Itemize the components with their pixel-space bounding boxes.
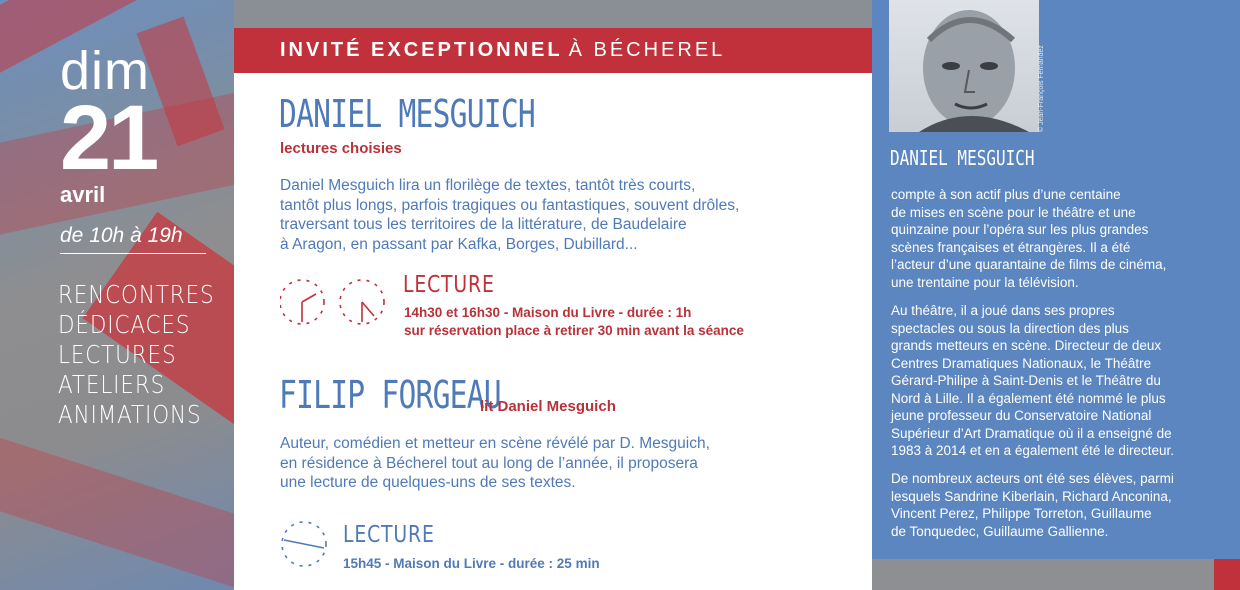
guest1-name: DANIEL MESGUICH [279, 92, 535, 136]
guest1-description [280, 176, 739, 254]
guest1-event-time: 14h30 et 16h30 - Maison du Livre - durée : 1h [404, 305, 692, 320]
month: avril [60, 182, 106, 207]
invite-banner [234, 28, 872, 73]
guest2-description [280, 434, 710, 493]
description-line: traversant tous les territoires de la littérature, de Baudelaire [280, 216, 687, 233]
bio-line: Supérieur d’Art Dramatique où il a enseigné de [891, 425, 1172, 441]
bio-line: de Tonquedec, Guillaume Gallienne. [891, 523, 1109, 539]
activity-item: RENCONTRES [58, 280, 215, 309]
corner-decor [1214, 559, 1240, 590]
bio-line: Au théâtre, il a joué dans ses propres [891, 303, 1115, 318]
bio-line: quinzaine pour l’opéra sur les plus grandes [891, 222, 1149, 237]
bio-line: Nord à Lille. Il a également été nommé le plus [891, 390, 1166, 406]
bio-line: l’acteur d’une quarantaine de films de cinéma, [891, 257, 1167, 272]
hours: de 10h à 19h [60, 224, 183, 247]
bio-line: lesquels Sandrine Kiberlain, Richard Anconina, [891, 488, 1172, 504]
bio-line: scènes françaises et étrangères. Il a été [891, 239, 1131, 255]
guest1-event-note: sur réservation place à retirer 30 min avant la séance [404, 323, 744, 338]
description-line: Auteur, comédien et metteur en scène révélé par D. Mesguich, [280, 435, 710, 452]
bio-name: DANIEL MESGUICH [890, 146, 1035, 170]
red-ray [0, 422, 234, 587]
portrait-icon [889, 0, 1039, 132]
portrait-photo [889, 0, 1039, 132]
bio-paragraph [891, 302, 1226, 460]
bio-panel [872, 0, 1240, 559]
guest1-event-title: LECTURE [403, 272, 495, 298]
activities-list [58, 280, 234, 430]
bio-paragraph [891, 186, 1226, 291]
guest2-name: FILIP FORGEAU [279, 373, 501, 417]
bio-line: Centres Dramatiques Nationaux, le Théâtre [891, 355, 1152, 371]
bio-line: De nombreux acteurs ont été ses élèves, parmi [891, 471, 1174, 486]
bio-line: Vincent Perez, Philippe Torreton, Guillaume [891, 506, 1152, 521]
description-line: tantôt plus longs, parfois tragiques ou fantastiques, souvent drôles, [280, 196, 740, 214]
photo-credit: © Jean-François Fernandez [1038, 45, 1045, 132]
guest2-event-time: 15h45 - Maison du Livre - durée : 25 min [343, 556, 600, 571]
bio-line: grands metteurs en scène. Directeur de deux [891, 338, 1162, 353]
description-line: à Aragon, en passant par Kafka, Borges, Dubillard... [280, 235, 638, 253]
banner-normal-text: À BÉCHEREL [568, 39, 726, 61]
divider [60, 253, 206, 254]
description-line: Daniel Mesguich lira un florilège de textes, tantôt très courts, [280, 177, 696, 194]
bio-line: compte à son actif plus d’une centaine [891, 187, 1121, 202]
main-panel [234, 28, 872, 590]
banner-bold-text: INVITÉ EXCEPTIONNEL [280, 39, 563, 61]
guest1-subtitle: lectures choisies [280, 140, 402, 157]
activity-item: ANIMATIONS [58, 400, 202, 429]
clock-icon [280, 278, 390, 328]
bio-line: spectacles ou sous la direction des plus [891, 320, 1129, 336]
day-name: dim [60, 41, 151, 101]
bio-line: de mises en scène pour le théâtre et une [891, 204, 1136, 220]
bio-line: jeune professeur du Conservatoire National [891, 408, 1152, 423]
bio-line: une trentaine pour la télévision. [891, 274, 1079, 290]
activity-item: LECTURES [58, 340, 177, 369]
bio-paragraph [891, 470, 1226, 540]
guest2-subtitle: lit Daniel Mesguich [480, 398, 616, 415]
description-line: une lecture de quelques-uns de ses textes. [280, 474, 576, 491]
bio-line: 1983 à 2014 et en a également été le directeur. [891, 443, 1174, 458]
guest2-event-title: LECTURE [343, 522, 435, 548]
day-number: 21 [60, 87, 157, 189]
bio-line: Gérard-Philipe à Saint-Denis et le Théâtre du [891, 373, 1161, 388]
left-decor-panel [0, 0, 234, 590]
activity-item: DÉDICACES [58, 310, 191, 339]
description-line: en résidence à Bécherel tout au long de l’année, il proposera [280, 454, 698, 472]
clock-icon [280, 520, 330, 570]
activity-item: ATELIERS [58, 370, 166, 399]
